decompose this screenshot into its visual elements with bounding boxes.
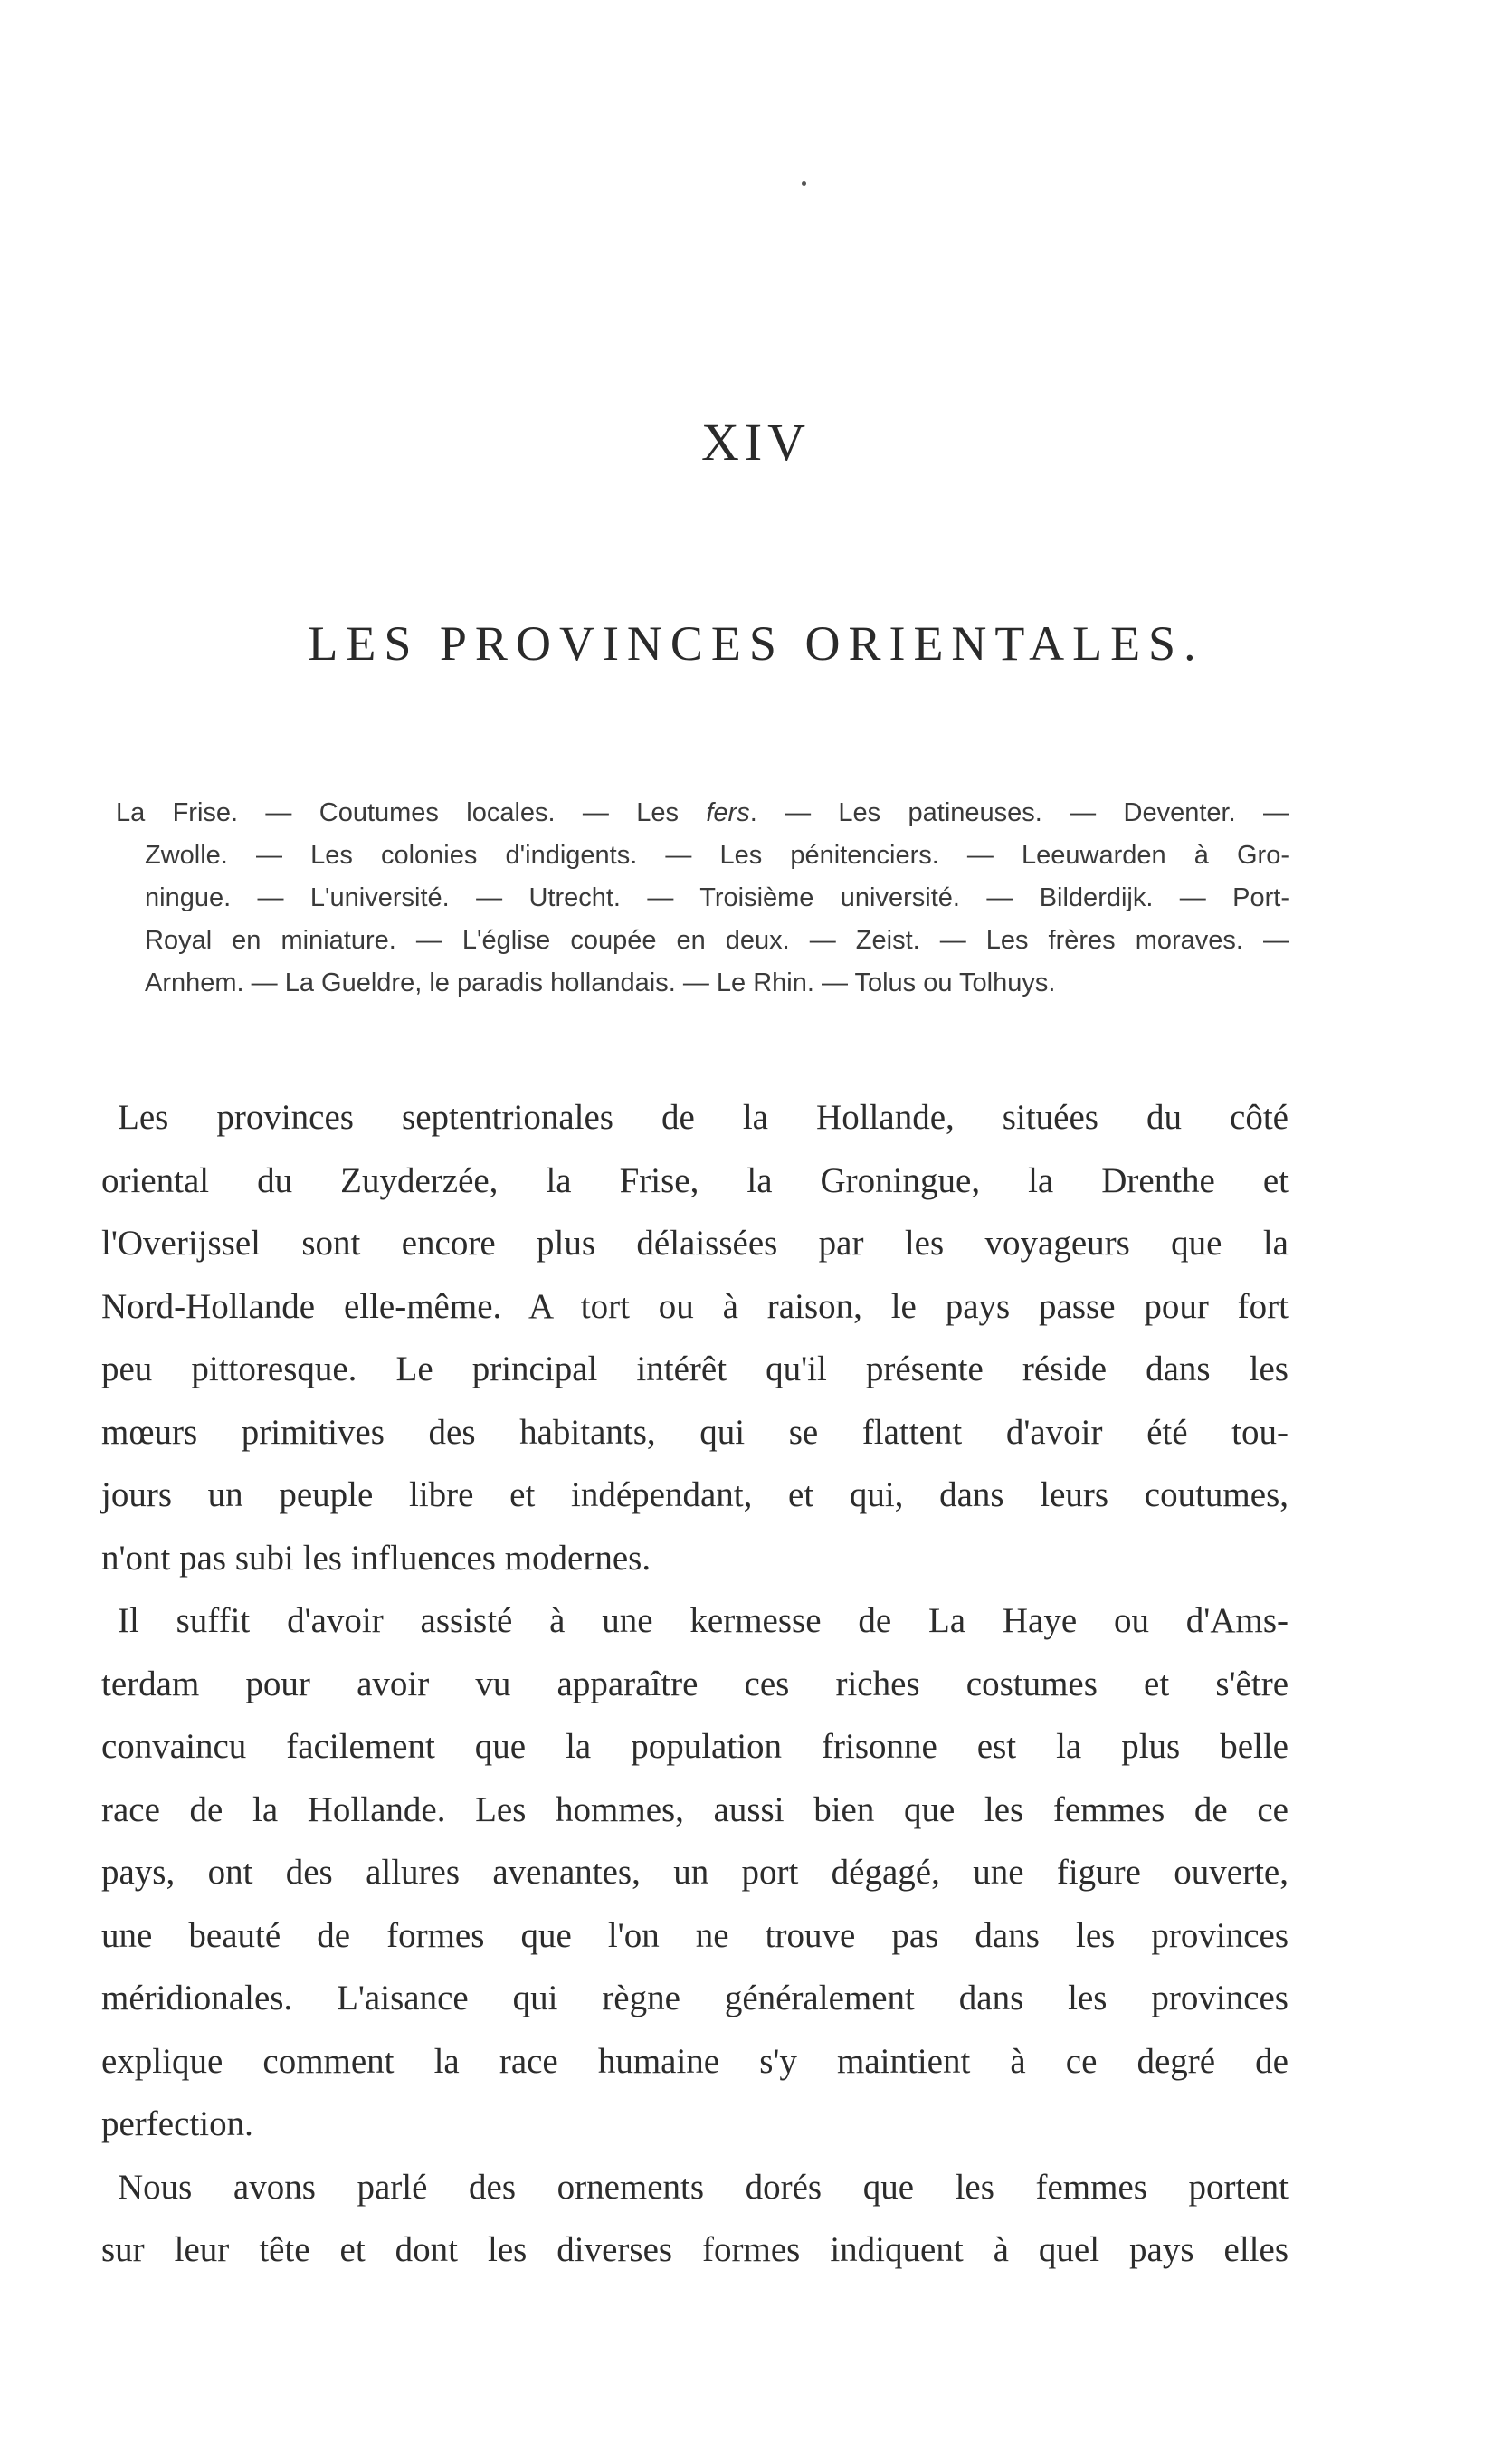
paragraph — [101, 1589, 1289, 2156]
text-line: n'ont pas subi les influences modernes. — [101, 1538, 651, 1578]
text-line: perfection. — [101, 2104, 253, 2143]
paragraph — [101, 2156, 1289, 2282]
paragraph — [101, 1086, 1289, 1589]
text-line: méridionales. L'aisance qui règne généralement dans les provinces — [101, 1979, 1289, 2017]
summary-line: ningue. — L'université. — Utrecht. — Troisième université. — Bilderdijk. — Port- — [145, 883, 1289, 912]
text-line: pays, ont des allures avenantes, un port dégagé, une figure ouverte, — [101, 1853, 1289, 1892]
text-line: Nous avons parlé des ornements dorés que les femmes portent — [118, 2167, 1289, 2207]
text-line: l'Overijssel sont encore plus délaissées par les voyageurs que la — [101, 1224, 1289, 1263]
text-line: jours un peuple libre et indépendant, et qui, dans leurs coutumes, — [101, 1475, 1289, 1514]
text-line: Il suffit d'avoir assisté à une kermesse de La Haye ou d'Ams- — [118, 1601, 1289, 1640]
text-line: oriental du Zuyderzée, la Frise, la Groningue, la Drenthe et — [101, 1160, 1289, 1200]
text-line: convaincu facilement que la population frisonne est la plus belle — [101, 1727, 1289, 1766]
summary-line: Royal en miniature. — L'église coupée en deux. — Zeist. — Les frères moraves. — — [145, 926, 1289, 955]
text-line: explique comment la race humaine s'y maintient à ce degré de — [101, 2041, 1289, 2081]
text-line: Nord-Hollande elle-même. A tort ou à raison, le pays passe pour fort — [101, 1286, 1289, 1326]
text-line: Les provinces septentrionales de la Hollande, situées du côté — [118, 1098, 1289, 1137]
summary-line: La Frise. — Coutumes locales. — Les fers. — Les patineuses. — Deventer. — — [116, 798, 1289, 827]
page-mark — [802, 181, 806, 186]
summary-line: Arnhem. — La Gueldre, le paradis hollandais. — Le Rhin. — Tolus ou Tolhuys. — [145, 968, 1056, 997]
text-line: race de la Hollande. Les hommes, aussi bien que les femmes de ce — [101, 1789, 1289, 1829]
text-line: sur leur tête et dont les diverses formes indiquent à quel pays elles — [101, 2230, 1289, 2269]
chapter-summary — [116, 792, 1289, 1005]
summary-line: Zwolle. — Les colonies d'indigents. — Les pénitenciers. — Leeuwarden à Gro- — [145, 841, 1289, 870]
text-line: terdam pour avoir vu apparaître ces riches costumes et s'être — [101, 1664, 1289, 1703]
chapter-number: XIV — [700, 413, 812, 472]
body-text — [101, 1086, 1289, 2282]
chapter-title: LES PROVINCES ORIENTALES. — [308, 616, 1204, 671]
italic-word: fers — [706, 798, 750, 827]
text-line: peu pittoresque. Le principal intérêt qu'il présente réside dans les — [101, 1350, 1289, 1388]
text-line: une beauté de formes que l'on ne trouve pas dans les provinces — [101, 1915, 1289, 1955]
text-line: mœurs primitives des habitants, qui se flattent d'avoir été tou- — [101, 1412, 1289, 1452]
